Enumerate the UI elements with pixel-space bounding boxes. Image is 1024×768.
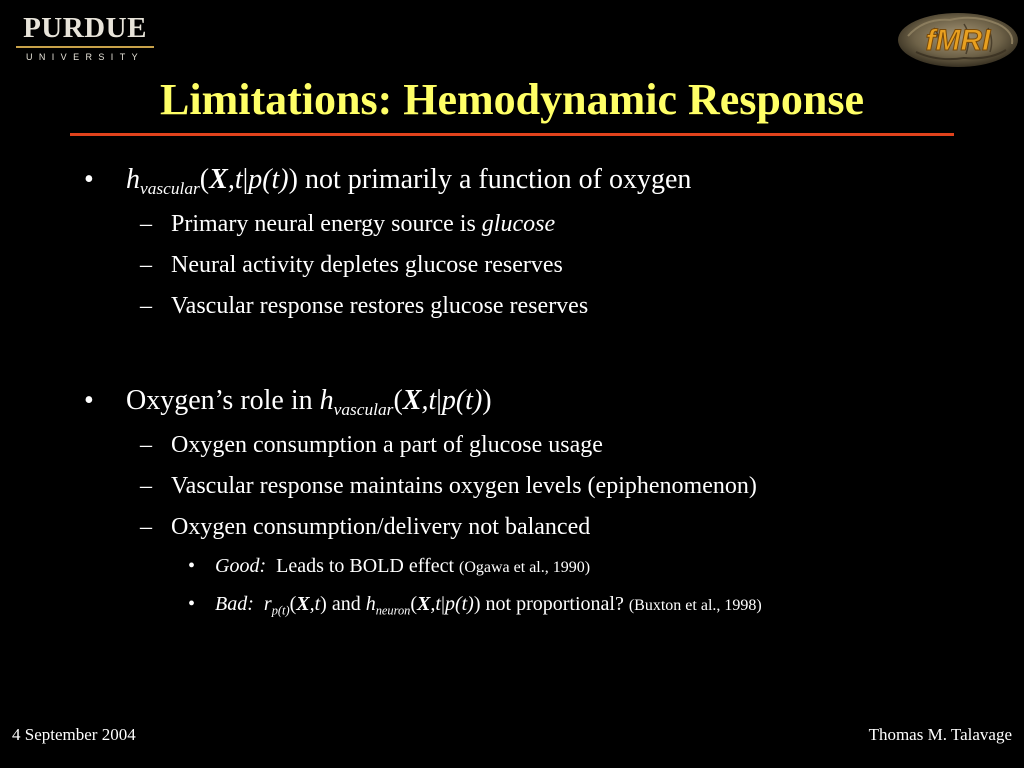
footer-author: Thomas M. Talavage bbox=[868, 725, 1012, 744]
bullet-1-item-2: Neural activity depletes glucose reserves bbox=[171, 252, 563, 278]
dash-marker: – bbox=[140, 432, 152, 458]
fmri-logo-word: fMRI bbox=[925, 24, 991, 57]
bullet-2-item-3: Oxygen consumption/delivery not balanced bbox=[171, 514, 591, 540]
bullet-marker: • bbox=[84, 164, 94, 195]
bullet-1: $h_{vascular}(X,t|p(t))$ not primarily a function of oxygen bbox=[126, 164, 692, 199]
dash-marker: – bbox=[140, 473, 152, 499]
purdue-logo-subtitle: UNIVERSITY bbox=[25, 52, 144, 62]
dash-marker: – bbox=[140, 211, 152, 237]
purdue-logo-word: PURDUE bbox=[23, 12, 147, 44]
bullet-2-item-2: Vascular response maintains oxygen levels (epiphenomenon) bbox=[171, 473, 757, 499]
footer-date: 4 September 2004 bbox=[12, 725, 136, 744]
fmri-brain-image bbox=[894, 8, 1022, 70]
dash-marker: – bbox=[140, 514, 152, 540]
bullet-2-subitem-bad: Bad: $r_{p(t)}(X,t)$ and $h_{neuron}(X,t|p(t))$ not proportional? (Buxton et al., 1998) bbox=[215, 593, 762, 618]
bullet-2-item-1: Oxygen consumption a part of glucose usage bbox=[171, 432, 603, 458]
fmri-logo bbox=[894, 8, 1022, 70]
bullet-1-item-3: Vascular response restores glucose reserves bbox=[171, 293, 589, 319]
title-underline bbox=[70, 133, 954, 136]
dash-marker: – bbox=[140, 252, 152, 278]
bullet-marker: • bbox=[84, 385, 94, 416]
purdue-logo bbox=[14, 12, 156, 64]
bullet-1-item-1: Primary neural energy source is glucose bbox=[171, 211, 556, 237]
bullet-2: Oxygen’s role in $h_{vascular}(X,t|p(t))$ bbox=[126, 385, 492, 420]
small-bullet-marker: • bbox=[188, 593, 196, 615]
purdue-logo-rule bbox=[16, 46, 154, 48]
slide-title: Limitations: Hemodynamic Response bbox=[160, 75, 864, 124]
bullet-2-subitem-good: Good: Leads to BOLD effect (Ogawa et al., 1990) bbox=[215, 555, 591, 577]
dash-marker: – bbox=[140, 293, 152, 319]
small-bullet-marker: • bbox=[188, 555, 196, 577]
